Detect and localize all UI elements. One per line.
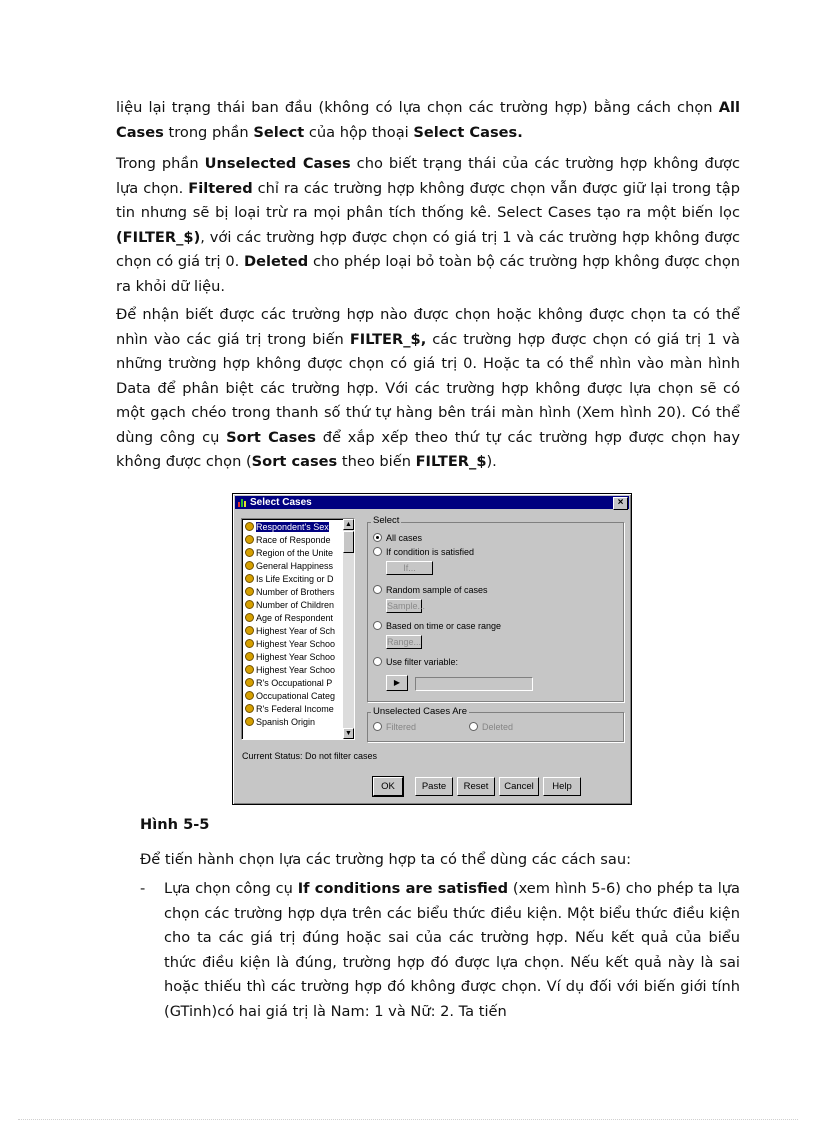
list-item-label: R's Occupational P xyxy=(256,678,333,688)
bold-text: Sort cases xyxy=(251,453,338,470)
dialog-title: Select Cases xyxy=(250,497,312,508)
paragraph-2 xyxy=(116,152,740,299)
list-item-label: Highest Year Schoo xyxy=(256,652,336,662)
figure-caption: Hình 5-5 xyxy=(140,816,210,833)
list-item[interactable] xyxy=(245,664,341,677)
list-item[interactable] xyxy=(245,560,341,573)
scroll-thumb[interactable] xyxy=(343,531,354,553)
select-cases-dialog xyxy=(232,493,632,805)
list-item-label: Region of the Unite xyxy=(256,548,334,558)
bold-text: Select Cases. xyxy=(413,123,523,141)
paste-button[interactable]: Paste xyxy=(415,777,453,796)
radio-label: If condition is satisfied xyxy=(386,547,475,557)
list-item[interactable] xyxy=(245,573,341,586)
list-item[interactable] xyxy=(245,716,341,729)
variable-icon xyxy=(245,574,254,583)
radio-label: Use filter variable: xyxy=(386,657,459,667)
list-item-label: Race of Responde xyxy=(256,535,331,545)
list-item-label: Number of Children xyxy=(256,600,335,610)
list-item[interactable] xyxy=(245,586,341,599)
text: theo biến xyxy=(337,453,416,470)
list-item-label: Occupational Categ xyxy=(256,691,336,701)
text: cho phép loại bỏ toàn bộ các trường hợp không được chọn ra khỏi dữ liệu. xyxy=(116,253,740,295)
text: chỉ ra các trường hợp không được chọn vẫn được giữ lại trong tập tin nhưng sẽ bị loại trừ ra mọi phân tích thống kê. Select Cases tạo ra một biến lọc xyxy=(116,179,740,221)
list-item[interactable] xyxy=(245,599,341,612)
scroll-down-icon[interactable]: ▼ xyxy=(343,728,354,739)
list-item[interactable] xyxy=(245,677,341,690)
variable-icon xyxy=(245,522,254,531)
list-item-label: Number of Brothers xyxy=(256,587,335,597)
bold-text: Unselected Cases xyxy=(204,155,351,172)
variable-icon xyxy=(245,626,254,635)
range-button[interactable]: Range... xyxy=(387,637,422,647)
list-item[interactable] xyxy=(245,625,341,638)
text: của hộp thoại xyxy=(304,123,414,141)
radio-deleted[interactable] xyxy=(469,722,513,733)
if-button[interactable]: If... xyxy=(386,561,433,575)
current-status: Current Status: Do not filter cases xyxy=(242,751,378,761)
variable-icon xyxy=(245,561,254,570)
list-item-label: Respondent's Sex xyxy=(256,522,329,532)
cancel-button[interactable]: Cancel xyxy=(499,777,539,796)
unselected-group-label: Unselected Cases Are xyxy=(373,706,467,717)
radio-icon xyxy=(373,657,382,666)
bold-text: Deleted xyxy=(244,253,309,270)
list-item[interactable] xyxy=(245,612,341,625)
paragraph-4: Để tiến hành chọn lựa các trường hợp ta có thể dùng các cách sau: xyxy=(140,851,632,868)
radio-based-on-time[interactable] xyxy=(373,621,501,632)
paragraph-3 xyxy=(116,303,740,475)
list-item-label: Highest Year Schoo xyxy=(256,665,336,675)
text: liệu lại trạng thái ban đầu (không có lựa chọn các trường hợp) bằng cách chọn xyxy=(116,99,719,116)
paragraph-5 xyxy=(164,877,740,1024)
variable-icon xyxy=(245,717,254,726)
text: Lựa chọn công cụ xyxy=(164,880,298,897)
sample-button[interactable]: Sample... xyxy=(387,601,426,611)
bold-text: (FILTER_$) xyxy=(116,228,201,246)
bold-text: FILTER_$, xyxy=(349,330,427,348)
radio-label: Filtered xyxy=(386,722,417,732)
bold-text: If conditions are satisfied xyxy=(297,880,509,897)
list-item-label: Age of Respondent xyxy=(256,613,334,623)
radio-icon xyxy=(373,585,382,594)
move-right-arrow-icon[interactable]: ▶ xyxy=(386,675,408,691)
list-item-label: Highest Year of Sch xyxy=(256,626,336,636)
bold-text: All Cases xyxy=(116,99,740,141)
close-button[interactable]: × xyxy=(613,497,628,510)
list-item[interactable] xyxy=(245,547,341,560)
variable-icon xyxy=(245,678,254,687)
list-scrollbar[interactable] xyxy=(343,519,354,739)
list-item[interactable] xyxy=(245,521,341,534)
radio-filtered[interactable] xyxy=(373,722,416,733)
variable-icon xyxy=(245,613,254,622)
scroll-up-icon[interactable]: ▲ xyxy=(343,519,354,530)
variable-icon xyxy=(245,639,254,648)
text: Trong phần xyxy=(116,155,205,172)
dialog-titlebar xyxy=(235,496,629,509)
radio-selected-icon xyxy=(373,533,382,542)
spss-app-icon xyxy=(237,497,248,508)
radio-filter-variable[interactable] xyxy=(373,657,458,668)
list-item-label: Spanish Origin xyxy=(256,717,316,727)
text: ). xyxy=(486,453,497,470)
list-item[interactable] xyxy=(245,638,341,651)
bold-text: Sort Cases xyxy=(226,428,316,446)
list-item[interactable] xyxy=(245,703,341,716)
variable-icon xyxy=(245,665,254,674)
ok-button[interactable]: OK xyxy=(373,777,403,796)
radio-if-condition[interactable] xyxy=(373,547,474,558)
filter-variable-field[interactable] xyxy=(415,677,533,691)
list-item-label: R's Federal Income xyxy=(256,704,334,714)
reset-button[interactable]: Reset xyxy=(457,777,495,796)
bold-text: Filtered xyxy=(188,179,253,197)
paragraph-1 xyxy=(116,96,740,145)
list-item[interactable] xyxy=(245,690,341,703)
radio-icon xyxy=(373,547,382,556)
text: trong phần xyxy=(163,123,254,141)
radio-random-sample[interactable] xyxy=(373,585,488,596)
text: , với các trường hợp được chọn có giá trị 1 và các trường hợp không được chọn có giá trị 0. xyxy=(116,228,740,270)
bold-text: Select xyxy=(253,123,305,141)
radio-label: Random sample of cases xyxy=(386,585,488,595)
radio-icon xyxy=(373,621,382,630)
list-item-label: Highest Year Schoo xyxy=(256,639,336,649)
bullet-marker: - xyxy=(140,880,146,897)
variable-icon xyxy=(245,535,254,544)
variable-icon xyxy=(245,704,254,713)
list-item-label: General Happiness xyxy=(256,561,334,571)
select-group-label: Select xyxy=(373,515,400,526)
radio-icon xyxy=(373,722,382,731)
text: Để nhận biết được các trường hợp nào được chọn hoặc không được chọn ta có thể nhìn vào các giá trị trong biến xyxy=(116,306,740,348)
bold-text: FILTER_$ xyxy=(415,453,487,470)
variable-icon xyxy=(245,587,254,596)
radio-label: Based on time or case range xyxy=(386,621,502,631)
radio-label: All cases xyxy=(386,533,423,543)
list-item[interactable] xyxy=(245,651,341,664)
variable-icon xyxy=(245,652,254,661)
variable-icon xyxy=(245,548,254,557)
radio-label: Deleted xyxy=(482,722,514,732)
radio-all-cases[interactable] xyxy=(373,533,422,544)
variable-icon xyxy=(245,600,254,609)
variable-list[interactable] xyxy=(241,518,355,740)
list-item-label: Is Life Exciting or D xyxy=(256,574,334,584)
text: cho biết trạng thái của các trường hợp không được lựa chọn. xyxy=(116,155,740,197)
radio-icon xyxy=(469,722,478,731)
list-item[interactable] xyxy=(245,534,341,547)
text: các trường hợp được chọn có giá trị 1 và những trường hợp không được chọn có giá trị 0. Hoặc ta có thể nhìn vào màn hình Data để phân biệt các trường hợp. Với các trường hợp không được lựa chọn sẽ có một gạch chéo trong thanh số thứ tự hàng bên trái màn hình (Xem hình 20). Có thể dùng công cụ xyxy=(116,330,740,446)
variable-icon xyxy=(245,691,254,700)
text: để xắp xếp theo thứ tự các trường hợp được chọn hay không được chọn ( xyxy=(116,428,741,470)
page-bottom-divider xyxy=(18,1119,798,1120)
text: (xem hình 5-6) cho phép ta lựa chọn các trường hợp dựa trên các biểu thức điều kiện. Một biểu thức điều kiện cho ta các giá trị đúng hoặc sai của các trường hợp. Nếu kết quả của biểu thức điều kiện là đúng, trường hợp đó được lựa chọn. Nếu kết quả này là sai hoặc thiếu thì các trường hợp đó không được chọn. Ví dụ đối với biến giới tính (GTinh)có hai giá trị là Nam: 1 và Nữ: 2. Ta tiến xyxy=(164,880,740,1020)
help-button[interactable]: Help xyxy=(543,777,581,796)
